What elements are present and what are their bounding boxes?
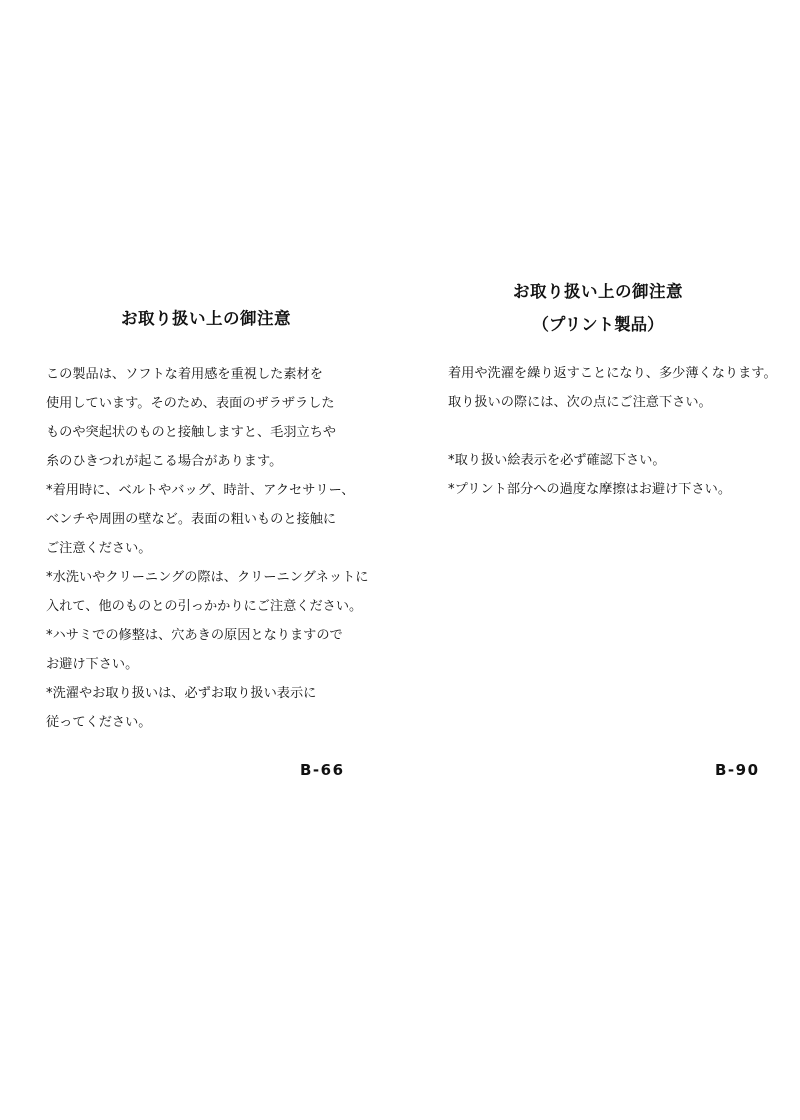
right-care-subtitle: （プリント製品）	[532, 315, 664, 334]
left-care-line: 従ってください。	[46, 715, 152, 730]
left-care-line: *着用時に、ベルトやバッグ、時計、アクセサリー、	[46, 483, 355, 498]
left-care-line: *ハサミでの修整は、穴あきの原因となりますので	[46, 628, 343, 643]
left-care-line: 糸のひきつれが起こる場合があります。	[46, 454, 283, 469]
right-care-line: 取り扱いの際には、次の点にご注意下さい。	[448, 395, 712, 410]
right-care-panel	[448, 278, 788, 504]
right-care-line: 着用や洗濯を繰り返すことになり、多少薄くなります。	[448, 366, 777, 381]
left-care-panel	[46, 305, 376, 737]
left-care-line: お避け下さい。	[46, 657, 139, 672]
left-care-line: *水洗いやクリーニングの際は、クリーニングネットに	[46, 570, 369, 585]
right-care-title: お取り扱い上の御注意	[513, 282, 683, 301]
right-care-body	[448, 359, 788, 504]
right-care-spacer	[448, 417, 788, 446]
left-page-code: B-66	[300, 761, 345, 779]
left-care-line: 入れて、他のものとの引っかかりにご注意ください。	[46, 599, 363, 614]
right-page-code: B-90	[715, 761, 760, 779]
left-care-line: ベンチや周囲の壁など。表面の粗いものと接触に	[46, 512, 337, 527]
left-care-line: この製品は、ソフトな着用感を重視した素材を	[46, 367, 323, 382]
left-care-body	[46, 360, 376, 737]
left-care-line: ものや突起状のものと接触しますと、毛羽立ちや	[46, 425, 337, 440]
left-care-line: *洗濯やお取り扱いは、必ずお取り扱い表示に	[46, 686, 317, 701]
right-care-line: *プリント部分への過度な摩擦はお避け下さい。	[448, 482, 732, 497]
right-care-line: *取り扱い絵表示を必ず確認下さい。	[448, 453, 666, 468]
left-care-line: 使用しています。そのため、表面のザラザラした	[46, 396, 335, 411]
left-care-title: お取り扱い上の御注意	[121, 309, 291, 328]
left-care-line: ご注意ください。	[46, 541, 152, 556]
